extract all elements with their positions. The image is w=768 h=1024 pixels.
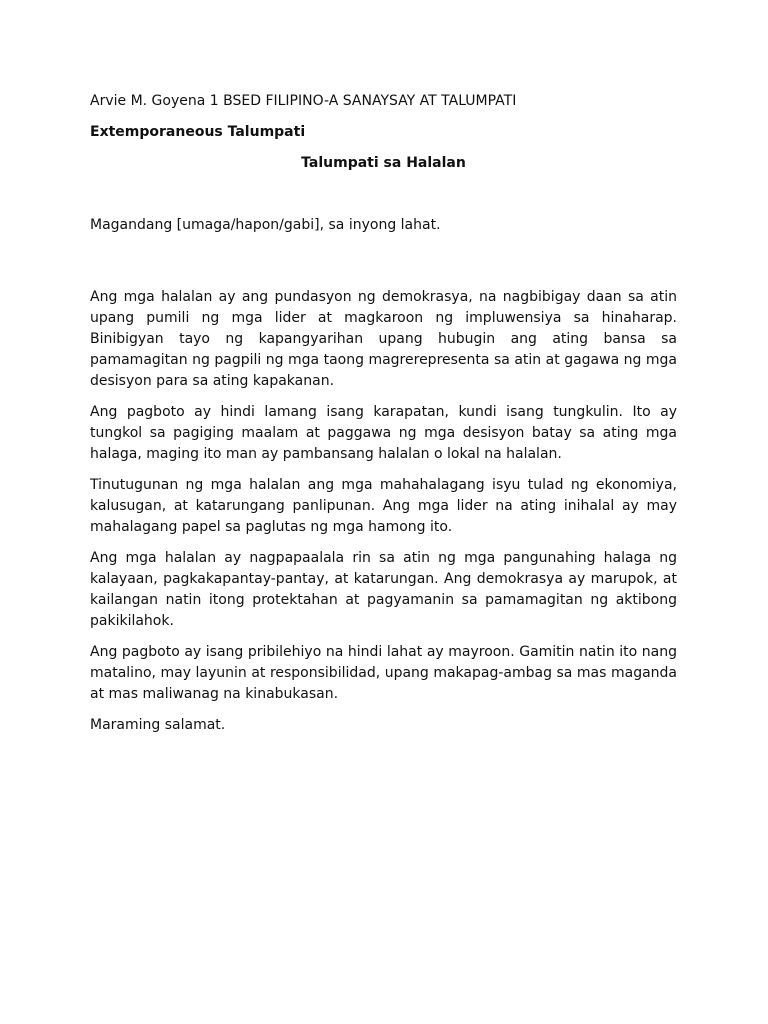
document-title: Talumpati sa Halalan bbox=[301, 155, 466, 171]
paragraph: Ang pagboto ay isang pribilehiyo na hindi lahat ay mayroon. Gamitin natin ito nang matalino, may layunin at responsibilidad, upang makapag-ambag sa mas maganda at mas maliwanag na kinabukasan. bbox=[90, 644, 677, 702]
paragraph: Ang mga halalan ay nagpapaalala rin sa atin ng mga pangunahing halaga ng kalayaan, pagkakapantay-pantay, at katarungan. Ang demokrasya ay marupok, at kailangan natin itong protektahan at pagyamanin sa pamamagitan ng aktibong pakikilahok. bbox=[90, 550, 677, 629]
document-type: Extemporaneous Talumpati bbox=[90, 124, 306, 140]
paragraph: Ang pagboto ay hindi lamang isang karapatan, kundi isang tungkulin. Ito ay tungkol sa pagiging maalam at paggawa ng mga desisyon batay sa ating mga halaga, maging ito man ay pambansang halalan o lokal na halalan. bbox=[90, 404, 677, 462]
author-header: Arvie M. Goyena 1 BSED FILIPINO-A SANAYSAY AT TALUMPATI bbox=[90, 93, 517, 109]
document-page bbox=[90, 91, 677, 736]
greeting: Magandang [umaga/hapon/gabi], sa inyong lahat. bbox=[90, 217, 441, 233]
paragraph: Ang mga halalan ay ang pundasyon ng demokrasya, na nagbibigay daan sa atin upang pumili ng mga lider at magkaroon ng impluwensiya sa hinaharap. Binibigyan tayo ng kapangyarihan upang hubugin ang ating bansa sa pamamagitan ng pagpili ng mga taong magrerepresenta sa atin at gagawa ng mga desisyon para sa ating kapakanan. bbox=[90, 289, 677, 389]
closing: Maraming salamat. bbox=[90, 717, 226, 733]
paragraph: Tinutugunan ng mga halalan ang mga mahahalagang isyu tulad ng ekonomiya, kalusugan, at katarungang panlipunan. Ang mga lider na ating inihalal ay may mahalagang papel sa paglutas ng mga hamong ito. bbox=[90, 477, 677, 535]
